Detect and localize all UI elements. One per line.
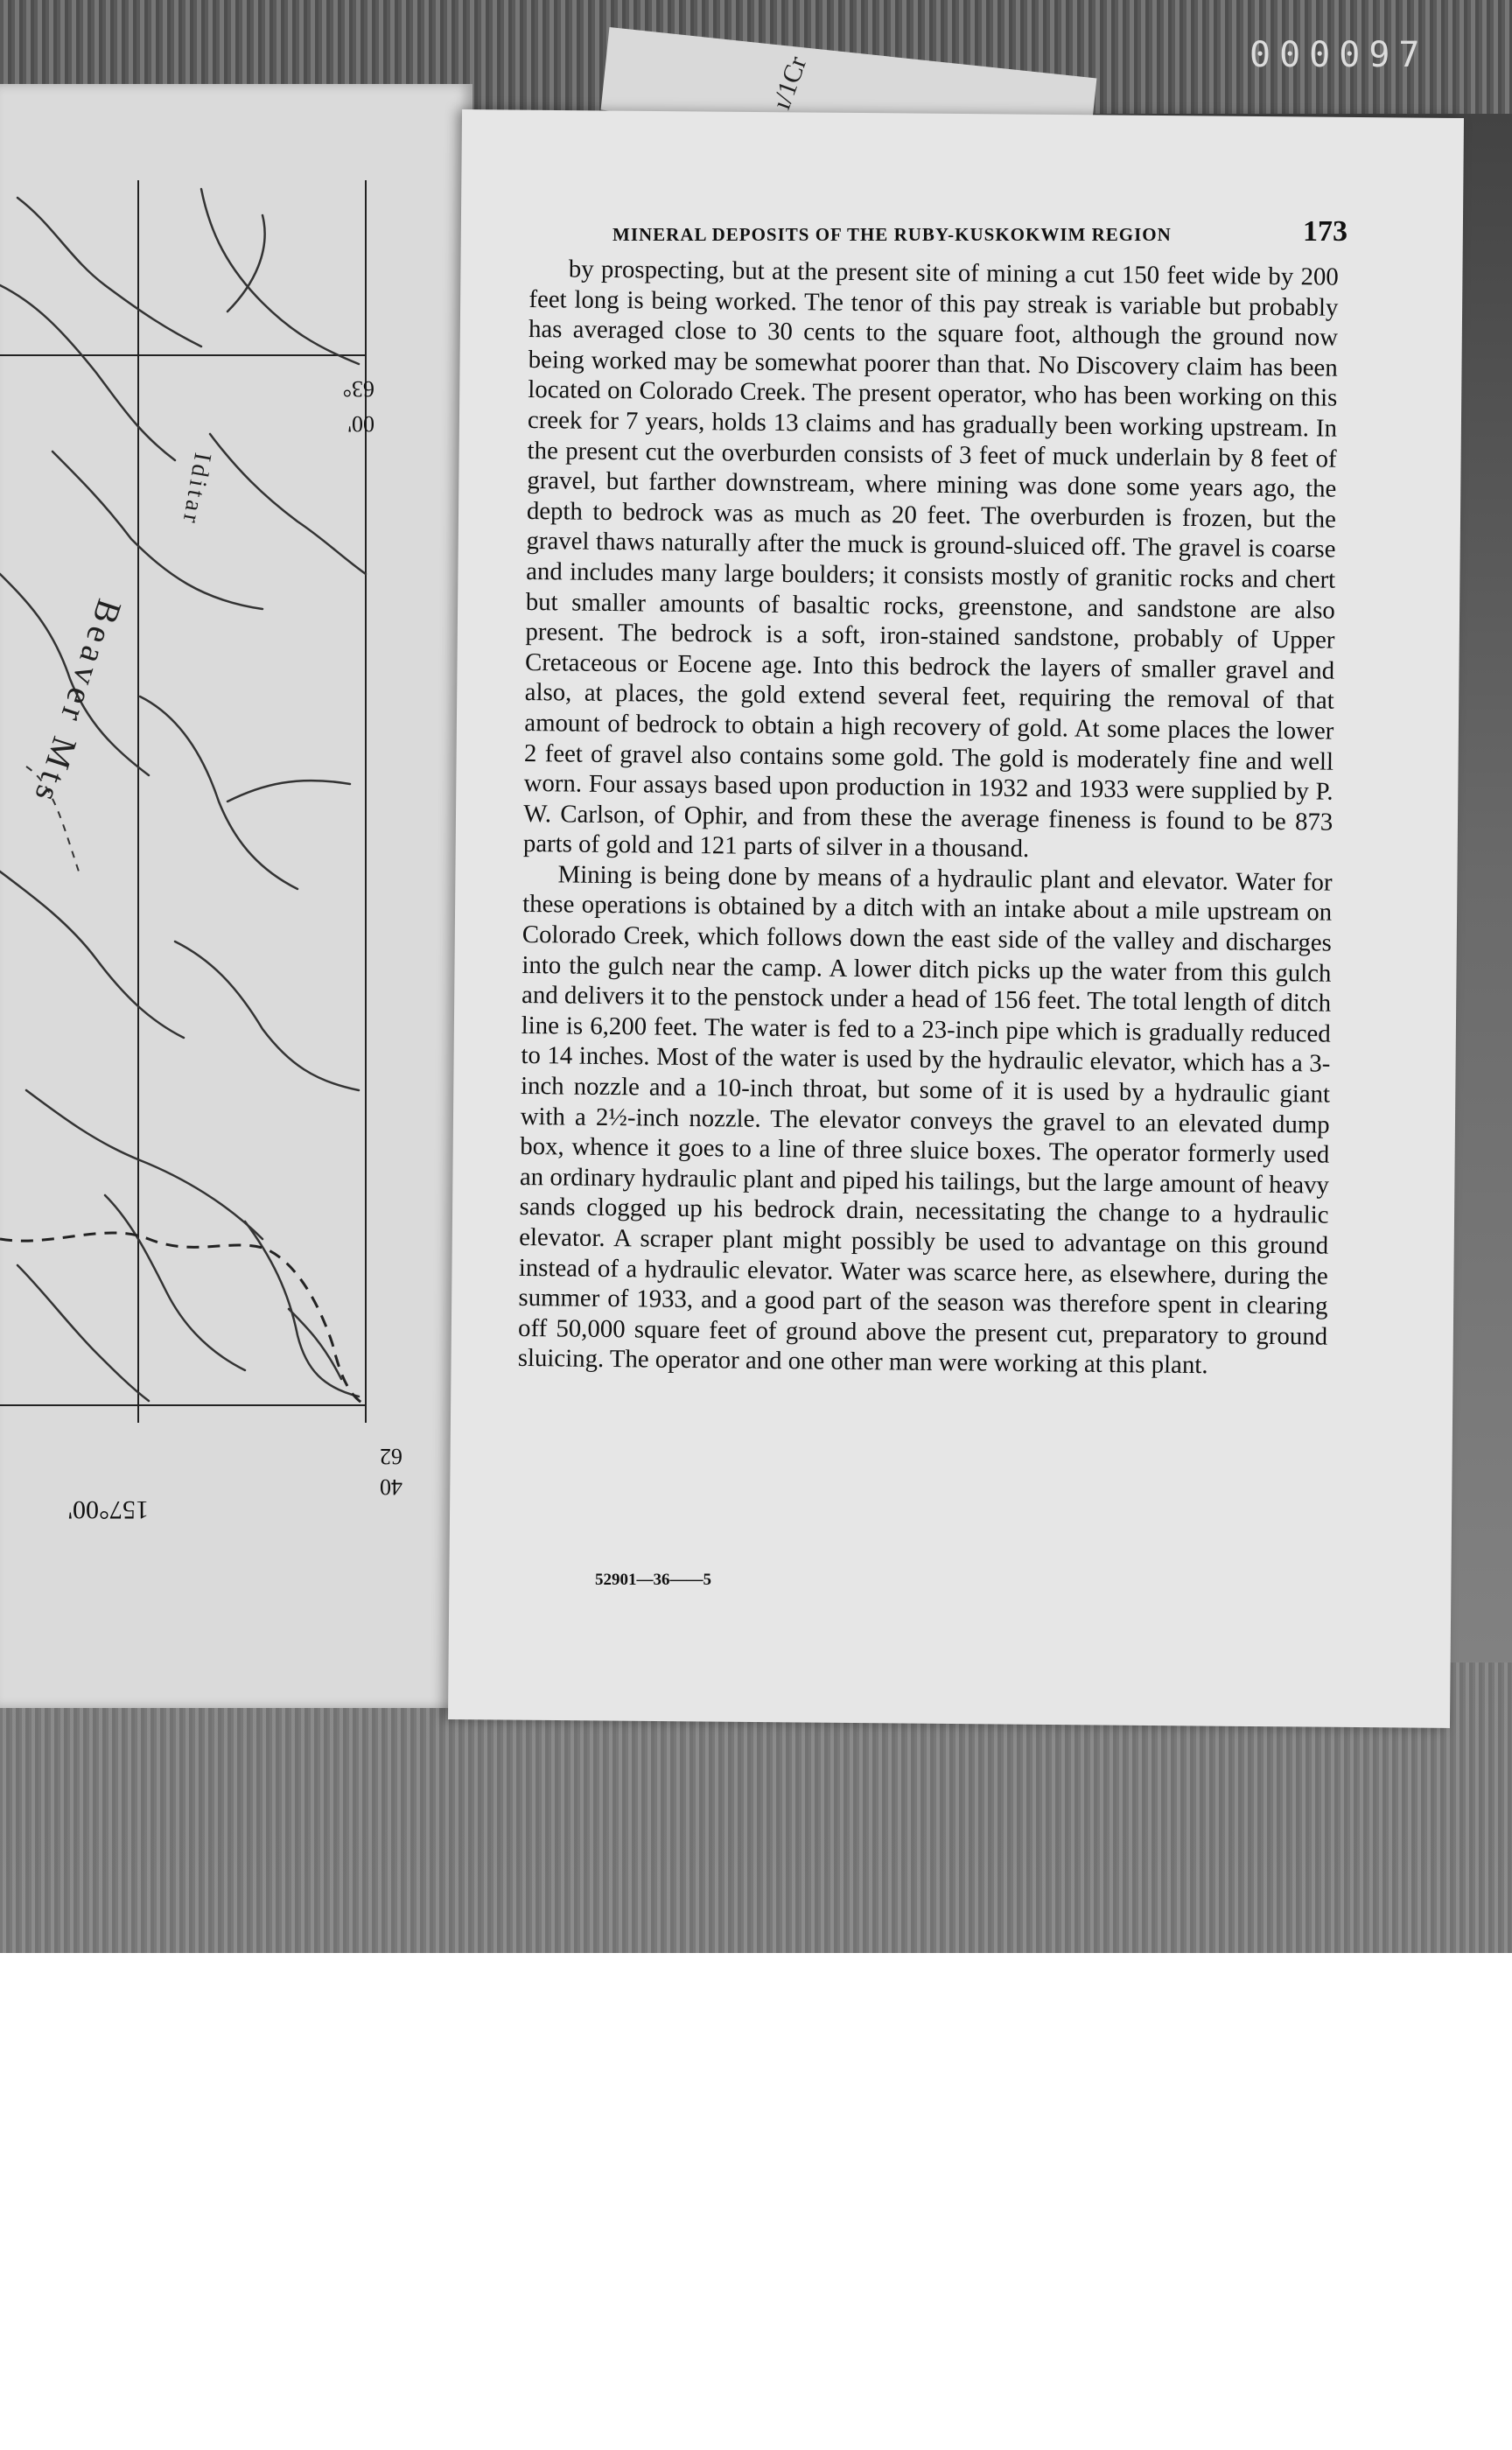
running-head	[612, 215, 1348, 248]
map-label-lat-bottom-min: 40	[380, 1474, 402, 1500]
map-page	[0, 84, 472, 1708]
map-label-range: Beaver Mts	[25, 594, 130, 811]
paragraph-1: by prospecting, but at the present site of mining a cut 150 feet wide by 200 feet long is being worked. The tenor of this pay streak is variable but probably has averaged close to 30 cents to the square foot, although the ground now being worked may be somewhat poorer than that. No Discovery claim has been located on Colorado Creek. The present operator, who has been working on this creek for 7 years, holds 13 claims and has gradually been working upstream. In the present cut the overburden consists of 3 feet of muck underlain by 8 feet of gravel, but farther downstream, where mining was done some years ago, the depth to bedrock was as much as 20 feet. The overburden is frozen, but the gravel thaws naturally after the muck is ground-sluiced off. The gravel is coarse and includes many large boulders; it consists mostly of granitic rocks and chert but smaller amounts of basaltic rocks, greenstone, and sandstone are also present. The bedrock is a soft, iron-stained sandstone, probably of Upper Cretaceous or Eocene age. Into this bedrock the layers of smaller gravel and also, at places, the gold extend several feet, requiring the removal of that amount of bedrock to obtain a high recovery of gold. At some places the lower 2 feet of gravel also contains some gold. The gold is moderately fine and well worn. Four assays based upon production in 1932 and 1933 were supplied by P. W. Carlson, of Ophir, and from these the average fineness is found to be 873 parts of gold and 121 parts of silver in a thousand.	[522, 255, 1339, 864]
paragraph-2: Mining is being done by means of a hydraulic plant and elevator. Water for these operations is obtained by a ditch with an intake about a mile upstream on Colorado Creek, which follows down the east side of the valley and discharges into the gulch near the camp. A lower ditch picks up the water from this gulch and delivers it to the penstock under a head of 156 feet. The total length of ditch line is 6,200 feet. The water is fed to a 23-inch pipe which is gradually reduced to 14 inches. Most of the water is used by the hydraulic elevator, which has a 3-inch nozzle and a 10-inch throat, but some of it is used by a hydraulic giant with a 2½-inch nozzle. The elevator conveys the gravel to an elevated dump box, whence it goes to a line of three sluice boxes. The operator formerly used an ordinary hydraulic plant and piped his tailings, but the large amount of heavy sands clogged up his bedrock drain, necessitating the change to a hydraulic elevator. A scraper plant might possibly be used to advantage on this ground instead of a hydraulic elevator. Water was scarce here, as elsewhere, during the summer of 1933, and a good part of the season was therefore spent in clearing off 50,000 square feet of ground above the present cut, preparatory to ground sluicing. The operator and one other man were working at this plant.	[517, 860, 1333, 1380]
running-title: MINERAL DEPOSITS OF THE RUBY-KUSKOKWIM REGION	[612, 224, 1172, 245]
map-label-creek: Iditar	[176, 451, 217, 528]
map-label-lat-top-min: 00'	[347, 411, 374, 437]
map-label-longitude: 157°00'	[67, 1495, 149, 1524]
page-number: 173	[1303, 215, 1348, 248]
map-label-lat-top-deg: 63°	[342, 376, 374, 402]
body-text	[518, 254, 1339, 1382]
document-id-stamp: 000097	[1250, 35, 1429, 75]
torn-strip-mark: ı/1Cr	[766, 52, 813, 114]
map-label-lat-bottom-deg: 62	[380, 1444, 402, 1469]
footer-print-code: 52901—36——5	[595, 1571, 711, 1589]
topographic-map	[0, 84, 472, 1708]
